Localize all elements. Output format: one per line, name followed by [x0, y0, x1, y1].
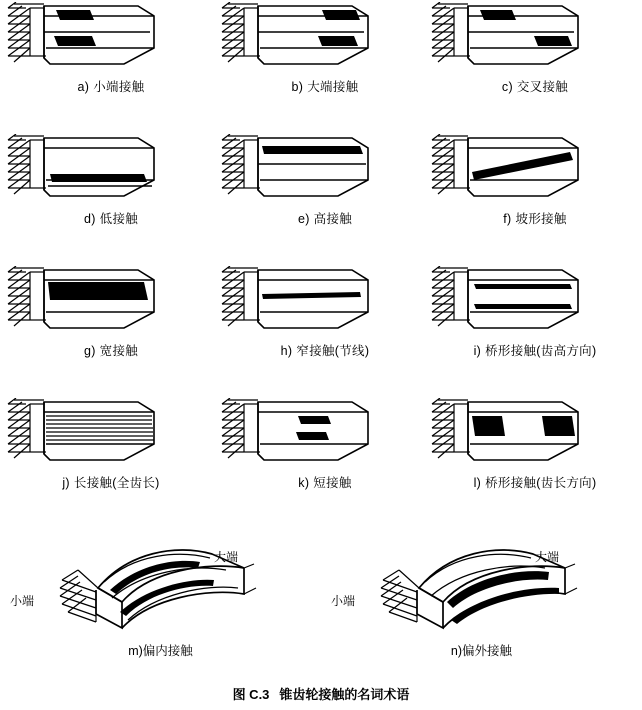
gear-tooth-drawing-f [428, 134, 642, 212]
diagram-cell-k [218, 398, 432, 491]
gear-tooth-drawing-c [428, 2, 642, 80]
caption-l [428, 476, 642, 491]
gear-tooth-figure-h [218, 266, 432, 344]
gear-tooth-figure-k [218, 398, 432, 476]
caption-label-e: e) [297, 212, 310, 226]
diagram-cell-b [218, 2, 432, 95]
gear-tooth-figure-g [4, 266, 218, 344]
caption-text-l: 桥形接触(齿长方向) [485, 476, 597, 490]
gear-tooth-drawing-n [321, 536, 642, 644]
caption-label-i: i) [473, 344, 482, 358]
gear-tooth-figure-f [428, 134, 642, 212]
caption-label-j: j) [62, 476, 70, 490]
caption-label-b: b) [291, 80, 304, 94]
diagram-cell-f [428, 134, 642, 227]
figure-title [0, 684, 642, 703]
caption-text-k: 短接触 [313, 476, 352, 490]
caption-f [428, 212, 642, 227]
gear-tooth-figure-n [321, 536, 642, 644]
caption-m [0, 644, 321, 659]
caption-label-m: m) [128, 644, 143, 658]
diagram-cell-c [428, 2, 642, 95]
caption-label-k: k) [298, 476, 310, 490]
caption-text-j: 长接触(全齿长) [73, 476, 160, 490]
caption-c [428, 80, 642, 95]
caption-label-n: n) [450, 644, 463, 658]
diagram-cell-g [4, 266, 218, 359]
caption-g [4, 344, 218, 359]
gear-tooth-figure-m [0, 536, 321, 644]
caption-text-a: 小端接触 [93, 80, 145, 94]
annotation-small-end-n: 小端 [331, 594, 356, 608]
caption-text-g: 宽接触 [99, 344, 139, 358]
caption-k [218, 476, 432, 491]
diagram-cell-m [0, 536, 321, 659]
caption-text-b: 大端接触 [307, 80, 359, 94]
caption-text-i: 桥形接触(齿高方向) [485, 344, 597, 358]
gear-tooth-figure-j [4, 398, 218, 476]
diagram-cell-n [321, 536, 642, 659]
figure-number: 图 C.3 [232, 687, 270, 702]
caption-text-h: 窄接触(节线) [296, 344, 370, 358]
caption-label-l: l) [473, 476, 482, 490]
gear-tooth-drawing-k [218, 398, 432, 476]
caption-text-d: 低接触 [99, 212, 139, 226]
gear-tooth-figure-d [4, 134, 218, 212]
gear-tooth-drawing-j [4, 398, 218, 476]
diagram-cell-i [428, 266, 642, 359]
caption-label-c: c) [501, 80, 513, 94]
caption-text-c: 交叉接触 [516, 80, 569, 94]
caption-b [218, 80, 432, 95]
diagram-cell-l [428, 398, 642, 491]
annotation-big-end-m: 大端 [214, 550, 239, 564]
caption-e [218, 212, 432, 227]
gear-tooth-drawing-b [218, 2, 432, 80]
diagram-cell-e [218, 134, 432, 227]
caption-text-n: 偏外接触 [462, 644, 513, 658]
gear-tooth-figure-e [218, 134, 432, 212]
caption-d [4, 212, 218, 227]
caption-i [428, 344, 642, 359]
diagram-cell-d [4, 134, 218, 227]
gear-tooth-figure-b [218, 2, 432, 80]
caption-h [218, 344, 432, 359]
gear-tooth-figure-a [4, 2, 218, 80]
caption-label-f: f) [503, 212, 512, 226]
annotation-small-end-m: 小端 [10, 594, 35, 608]
gear-tooth-drawing-l [428, 398, 642, 476]
caption-a [4, 80, 218, 95]
caption-label-h: h) [280, 344, 293, 358]
diagram-cell-a [4, 2, 218, 95]
gear-tooth-figure-c [428, 2, 642, 80]
gear-tooth-figure-l [428, 398, 642, 476]
caption-label-g: g) [83, 344, 96, 358]
caption-text-f: 坡形接触 [515, 212, 567, 226]
gear-tooth-drawing-e [218, 134, 432, 212]
caption-j [4, 476, 218, 491]
figure-title-text: 锥齿轮接触的名词术语 [279, 687, 410, 702]
diagram-cell-j [4, 398, 218, 491]
gear-tooth-drawing-d [4, 134, 218, 212]
gear-tooth-drawing-h [218, 266, 432, 344]
gear-tooth-drawing-a [4, 2, 218, 80]
gear-tooth-figure-i [428, 266, 642, 344]
caption-label-a: a) [77, 80, 90, 94]
gear-tooth-drawing-i [428, 266, 642, 344]
diagram-cell-h [218, 266, 432, 359]
caption-text-e: 高接触 [313, 212, 353, 226]
gear-tooth-drawing-g [4, 266, 218, 344]
caption-n [321, 644, 642, 659]
gear-tooth-drawing-m [0, 536, 321, 644]
caption-text-m: 偏内接触 [142, 644, 193, 658]
caption-label-d: d) [83, 212, 96, 226]
annotation-big-end-n: 大端 [535, 550, 560, 564]
